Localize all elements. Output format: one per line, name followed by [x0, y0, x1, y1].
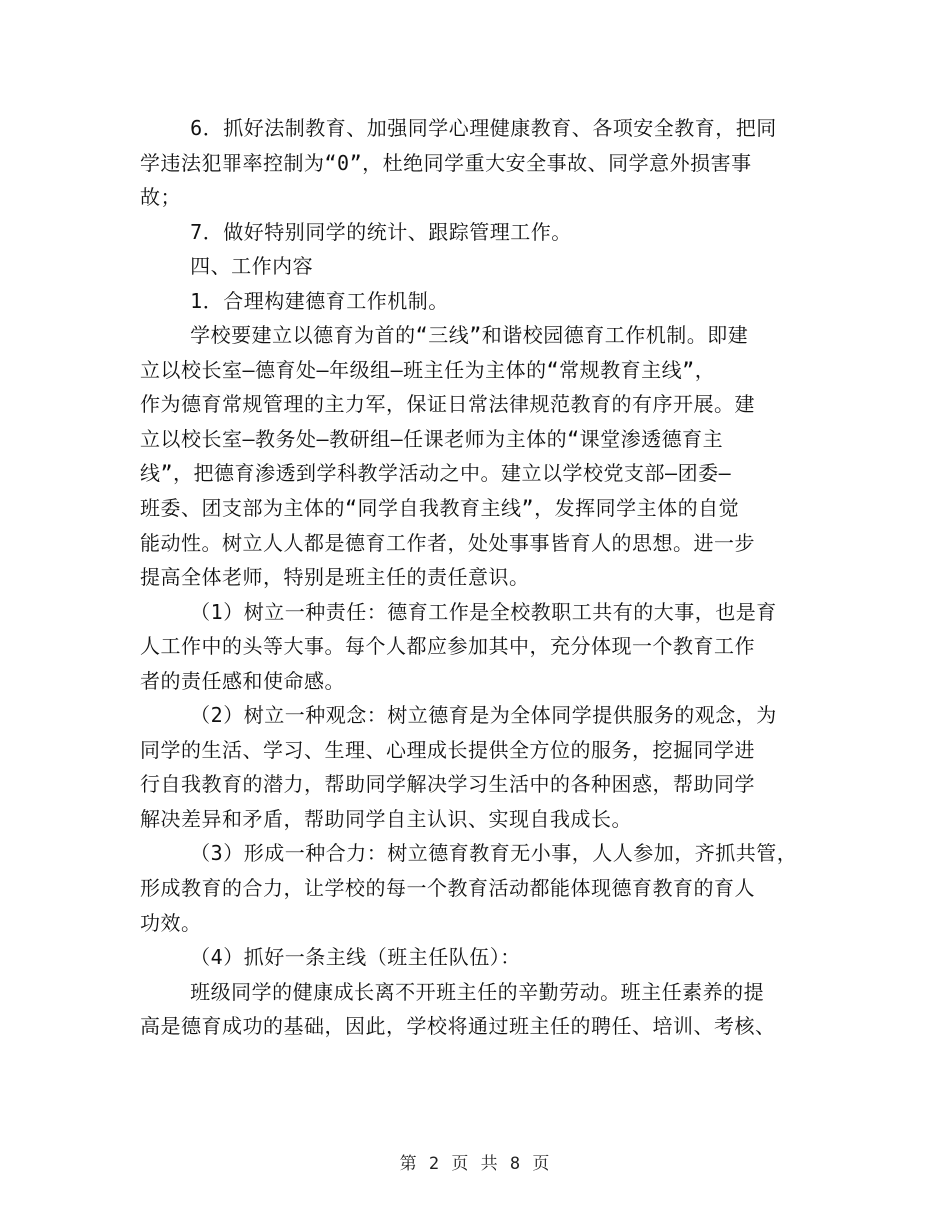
- text-line: 6．抓好法制教育、加强同学心理健康教育、各项安全教育，把同: [140, 116, 777, 140]
- text-line: 形成教育的合力，让学校的每一个教育活动都能体现德育教育的育人: [140, 876, 755, 901]
- text-line: 学违法犯罪率控制为“0”，杜绝同学重大安全事故、同学意外损害事: [140, 150, 752, 175]
- text-line: 7．做好特别同学的统计、跟踪管理工作。: [140, 219, 572, 244]
- text-line: 立以校长室—德育处—年级组—班主任为主体的“常规教育主线”，: [140, 357, 716, 382]
- section-heading: 四、工作内容: [140, 254, 314, 279]
- text-line: 提高全体老师，特别是班主任的责任意识。: [140, 565, 530, 590]
- text-line: 同学的生活、学习、生理、心理成长提供全方位的服务，挖掘同学进: [140, 737, 755, 762]
- text-line: 学校要建立以德育为首的“三线”和谐校园德育工作机制。即建: [140, 323, 749, 348]
- text-line: 人工作中的头等大事。每个人都应参加其中，充分体现一个教育工作: [140, 634, 755, 659]
- text-line: 解决差异和矛盾，帮助同学自主认识、实现自我成长。: [140, 806, 632, 831]
- text-line: 高是德育成功的基础，因此，学校将通过班主任的聘任、培训、考核、: [140, 1014, 776, 1039]
- text-line: 立以校长室—教务处—教研组—任课老师为主体的“课堂渗透德育主: [140, 426, 724, 451]
- text-line: （2）树立一种观念：树立德育是为全体同学提供服务的观念，为: [140, 703, 777, 728]
- text-line: 班委、团支部为主体的“同学自我教育主线”，发挥同学主体的自觉: [140, 496, 740, 521]
- text-line: （3）形成一种合力：树立德育教育无小事，人人参加，齐抓共管，: [140, 841, 798, 866]
- text-line: 1．合理构建德育工作机制。: [140, 288, 449, 313]
- text-line: 行自我教育的潜力，帮助同学解决学习生活中的各种困惑，帮助同学: [140, 772, 755, 797]
- text-line: （4）抓好一条主线（班主任队伍）：: [140, 945, 521, 970]
- text-line: （1）树立一种责任：德育工作是全校教职工共有的大事，也是育: [140, 599, 777, 624]
- text-line: 故；: [140, 185, 181, 210]
- text-line: 作为德育常规管理的主力军，保证日常法律规范教育的有序开展。建: [140, 392, 755, 417]
- text-line: 班级同学的健康成长离不开班主任的辛勤劳动。班主任素养的提: [140, 979, 765, 1004]
- text-line: 线”，把德育渗透到学科教学活动之中。建立以学校党支部—团委—: [140, 461, 732, 486]
- text-line: 能动性。树立人人都是德育工作者，处处事事皆育人的思想。进一步: [140, 530, 755, 555]
- text-line: 者的责任感和使命感。: [140, 668, 345, 693]
- page-number-footer: 第 2 页 共 8 页: [399, 1154, 551, 1174]
- text-line: 功效。: [140, 910, 202, 935]
- document-body: [140, 111, 820, 1044]
